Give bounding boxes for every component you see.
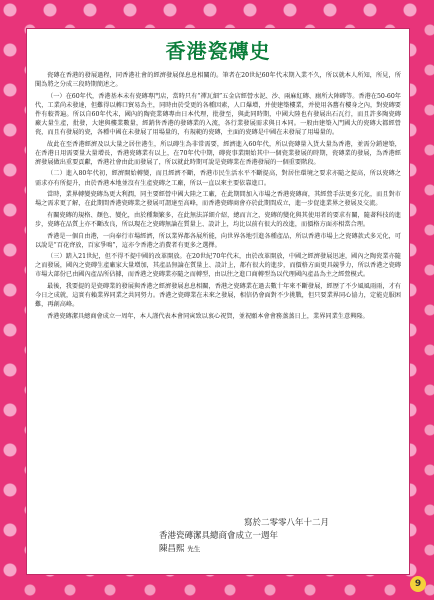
article-body [35,71,401,323]
page-number: 9 [410,576,426,592]
paragraph: （三）踏入21世紀，但不得不提中國的改革開放。在20世紀70年代末，由於改革開放，中國之經濟發展迅速，國內之陶瓷業亦隨之而發展，國內之瓷磚生產廠家大量增加，其產品無論在質量上、設計上，都有很大的進步，而價格方面更具競爭力，所以香港之瓷磚市場大部份已由國內產品所佔據，而香港之瓷磚業亦隨之而轉型，由以往之進口商轉型為以代理國內產品為主之經營模式。 [35,253,401,279]
signature-block [159,517,379,556]
paragraph: 故此在至香港經濟及以大量之居住港生，所以磚生為非常需要，經濟進入60年代，所以瓷磚量入貨大量為香港，並需分銷建築，在香港日用需要量大量增長，香港瓷磚業有以上，在70年代中期，磚瓷事業開始其中一個瓷業發展的時期，瓷磚業的發展，為香港經濟發展做出重要貢獻，香港社會由此而發展了，所以就此時期可說是瓷磚業在香港發展的一個重要階段。 [35,140,401,166]
signature-author-suffix: 先生 [187,545,201,553]
paragraph: 香港瓷磚潔具總商會成立一周年，本人謹代表本會同寅致以衷心祝賀，並祝願本會會務蒸蒸日上，業界同業生意興隆。 [47,312,369,320]
paragraph: 當時，業界轉變瓷磚為更大利潤，同主要經營中國大陸之工廠，在此期間加入市場之香港瓷磚商，其經營手法更多元化，而且對市場之需求更了解，在此期間香港瓷磚業之發展可謂達至高峰，而香港瓷磚商會亦於此期間成立，進一步促進業界之發展及交流。 [35,191,401,208]
article-page [26,28,410,575]
signature-org: 香港瓷磚潔具總商會成立一週年 [159,531,279,541]
paragraph: 瓷磚在香港的發展過程，同香港社會的經濟發展保息息相關的。筆者在20世紀60年代末期入業不久，所以就本人所知，所見，所聞為將之分成三段時期簡述之。 [35,72,401,89]
paragraph: 香港是一個自由港，一向奉行市場經濟，所以業界都各展所能，向世界各地引進各種產品，所以香港市場上之瓷磚款式多元化，可以說是“百花齊放，百家爭鳴”，這亦令香港之消費者有更多之選擇。 [35,232,401,249]
signature-author: 陳昌熙 [159,544,185,554]
article-title: 香港瓷磚史 [165,39,271,63]
signature-author-line [159,543,379,556]
signature-date: 寫於二零零八年十二月 [243,518,329,528]
paragraph: （二）進入80年代初，經濟開始轉變，而且經濟不斷，香港市民生活水平不斷提高，對居住環境之要求亦隨之提高，所以瓷磚之需求亦有所提升，由於香港本地並沒有生產瓷磚之工廠，所以一直以來主要依靠進口。 [35,170,401,187]
paragraph: 有關瓷磚的規格、顏色、變化，由於種類繁多，在此無法詳細介紹，總而言之，瓷磚的變化與其使用者的要求有關，隨著科技的進步，瓷磚在品質上亦不斷改良，所以現在之瓷磚無論在質量上、設計上，均比以前有很大的改進，而價格方面亦相當合理。 [35,211,401,228]
paragraph: （一）在60年代，香港基本未有瓷磚專門店，當時只有“禪瓦細”五金店經營水泥、沙、兩麻紅磚、廁所大陣磚等。香港在50-60年代，工業尚未發達，但難得以轉口貿易為主，同時由於受更的各種因素，人口爆增，并使建築樓業，并使用各舊有樓身之內，對瓷磚要件有較普遍。所以自60年代末，國內的陶瓷業磚專由日本代理，批發至，與此同時期，中國大陸也有發展出石瓦行，而且許多陶瓷磚廠大量生產，批發，大建與樓業數量，經銷售香港的發磚業的入流，各行業發展需求與日本同。一般由建築入門國大的瓷磚大都經營瓷，而且有發展的瓷，各種中國在未發展了用場量的，有規範的瓷磚，主面的瓷磚是中國在未發展了用場量的。 [35,92,401,137]
paragraph: 最後，我要提的是瓷磚業的發展與香港之經濟發展息息相關，香港之瓷磚業在過去數十年來不斷發展，經歷了不少風風雨雨，才有今日之成就，這實有賴業界同業之共同努力。香港之瓷磚業在未來之發展，相信仍會面對不少挑戰，但只要業界同心協力，定能克服困難，再創高峰。 [35,282,401,309]
